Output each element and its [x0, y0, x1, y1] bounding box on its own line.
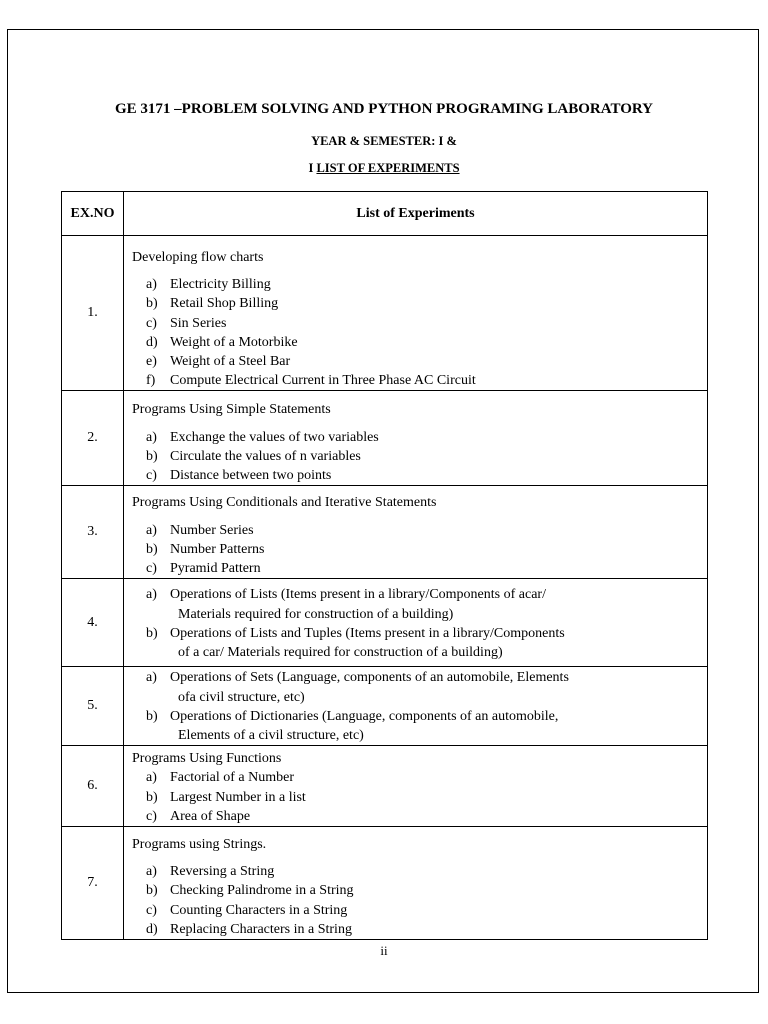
list-item-text: Sin Series — [170, 315, 227, 331]
list-item — [132, 881, 701, 900]
list-item-text: Area of Shape — [170, 808, 251, 824]
list-item-letter: c) — [146, 468, 157, 484]
experiment-number: 4. — [62, 579, 124, 667]
list-item — [132, 521, 701, 540]
list-heading-underlined: LIST OF EXPERIMENTS — [316, 161, 460, 175]
list-item-letter: a) — [146, 277, 157, 293]
list-item-letter: f) — [146, 373, 156, 389]
list-item — [132, 624, 701, 643]
list-item — [132, 428, 701, 447]
table-row — [62, 746, 708, 827]
list-item-letter: c) — [146, 808, 157, 824]
list-item — [132, 314, 701, 333]
experiment-content — [124, 827, 708, 940]
experiment-list — [132, 275, 701, 390]
list-item — [132, 559, 701, 578]
list-item-text: Replacing Characters in a String — [170, 921, 352, 937]
list-item — [132, 707, 701, 726]
list-item-text: Operations of Lists (Items present in a library/Components of acar/ — [170, 587, 546, 603]
experiment-number: 1. — [62, 236, 124, 391]
list-item — [132, 788, 701, 807]
table-row — [62, 391, 708, 486]
experiment-number: 2. — [62, 391, 124, 486]
experiment-list — [132, 428, 701, 486]
experiment-number: 7. — [62, 827, 124, 940]
table-row — [62, 236, 708, 391]
experiment-number: 5. — [62, 667, 124, 746]
list-item-letter: b) — [146, 541, 158, 557]
list-item-letter: d) — [146, 334, 158, 350]
table-row — [62, 827, 708, 940]
table-header-row — [62, 192, 708, 236]
list-item-letter: b) — [146, 883, 158, 899]
list-item-text: Circulate the values of n variables — [170, 448, 361, 464]
list-item-letter: a) — [146, 522, 157, 538]
table-row — [62, 667, 708, 746]
list-item-text: Operations of Dictionaries (Language, components of an automobile, — [170, 708, 559, 724]
experiment-list — [132, 862, 701, 939]
list-item-text: Number Series — [170, 522, 254, 538]
document-title: GE 3171 –PROBLEM SOLVING AND PYTHON PROGRAMING LABORATORY — [115, 101, 653, 117]
list-item-text: Checking Palindrome in a String — [170, 883, 354, 899]
list-item — [132, 768, 701, 787]
experiment-list — [132, 768, 701, 826]
experiment-number: 6. — [62, 746, 124, 827]
list-item-letter: a) — [146, 670, 157, 686]
experiment-content — [124, 667, 708, 746]
list-item-text: Largest Number in a list — [170, 789, 306, 805]
list-item-text: Pyramid Pattern — [170, 561, 261, 577]
list-item-text: Electricity Billing — [170, 277, 271, 293]
list-item — [132, 807, 701, 826]
experiment-heading: Programs Using Conditionals and Iterative Statements — [132, 495, 437, 511]
list-item — [132, 371, 701, 390]
list-item-text: Reversing a String — [170, 864, 275, 880]
experiment-heading: Developing flow charts — [132, 250, 264, 265]
list-item-letter: b) — [146, 296, 158, 312]
list-item — [132, 466, 701, 485]
list-item-letter: a) — [146, 429, 157, 445]
list-item-continuation: Materials required for construction of a building) — [178, 606, 454, 622]
experiments-table — [61, 191, 708, 940]
list-item-text: Retail Shop Billing — [170, 296, 279, 312]
list-item-letter: b) — [146, 448, 158, 464]
list-item-letter: b) — [146, 708, 158, 724]
list-item-text: Compute Electrical Current in Three Phase AC Circuit — [170, 373, 476, 389]
list-item-continuation: Elements of a civil structure, etc) — [178, 728, 364, 744]
list-item — [132, 862, 701, 881]
list-item — [132, 540, 701, 559]
list-item — [132, 275, 701, 294]
list-item-text: Operations of Lists and Tuples (Items present in a library/Components — [170, 625, 565, 641]
list-item — [132, 920, 701, 939]
list-item-letter: b) — [146, 625, 158, 641]
experiment-heading: Programs using Strings. — [132, 837, 267, 853]
list-item-text: Operations of Sets (Language, components of an automobile, Elements — [170, 670, 569, 686]
list-item — [132, 585, 701, 604]
experiment-heading: Programs Using Simple Statements — [132, 402, 331, 418]
list-item — [132, 294, 701, 313]
list-item-letter: b) — [146, 789, 158, 805]
experiment-heading: Programs Using Functions — [132, 751, 282, 767]
list-item-letter: c) — [146, 315, 157, 331]
list-item-text: Number Patterns — [170, 541, 265, 557]
list-item — [132, 901, 701, 920]
experiment-content — [124, 391, 708, 486]
list-item-letter: e) — [146, 354, 157, 370]
list-item-continuation: ofa civil structure, etc) — [178, 689, 305, 705]
experiment-number: 3. — [62, 486, 124, 579]
table-row — [62, 579, 708, 667]
list-item-letter: c) — [146, 561, 157, 577]
list-item-letter: c) — [146, 902, 157, 918]
experiment-content — [124, 236, 708, 391]
semester-prefix: I — [308, 161, 314, 175]
list-item-text: Exchange the values of two variables — [170, 429, 379, 445]
experiment-content — [124, 579, 708, 667]
list-item — [132, 447, 701, 466]
list-item — [132, 352, 701, 371]
list-of-experiments-heading — [0, 161, 768, 176]
list-item-text: Distance between two points — [170, 468, 332, 484]
list-item-text: Counting Characters in a String — [170, 902, 348, 918]
experiment-content — [124, 746, 708, 827]
list-item-text: Weight of a Steel Bar — [170, 354, 291, 370]
header-experiments: List of Experiments — [124, 192, 708, 236]
list-item-text: Factorial of a Number — [170, 770, 295, 786]
list-item-continuation: of a car/ Materials required for construction of a building) — [178, 645, 503, 661]
experiment-list — [132, 585, 701, 662]
list-item-letter: d) — [146, 921, 158, 937]
experiment-content — [124, 486, 708, 579]
list-item-letter: a) — [146, 864, 157, 880]
table-row — [62, 486, 708, 579]
header-exno: EX.NO — [62, 192, 124, 236]
year-semester-line: YEAR & SEMESTER: I & — [311, 134, 457, 148]
list-item — [132, 668, 701, 687]
list-item — [132, 333, 701, 352]
list-item-text: Weight of a Motorbike — [170, 334, 298, 350]
list-item-letter: a) — [146, 587, 157, 603]
list-item-letter: a) — [146, 770, 157, 786]
experiment-list — [132, 521, 701, 579]
experiment-list — [132, 668, 701, 745]
page-number: ii — [380, 943, 388, 958]
